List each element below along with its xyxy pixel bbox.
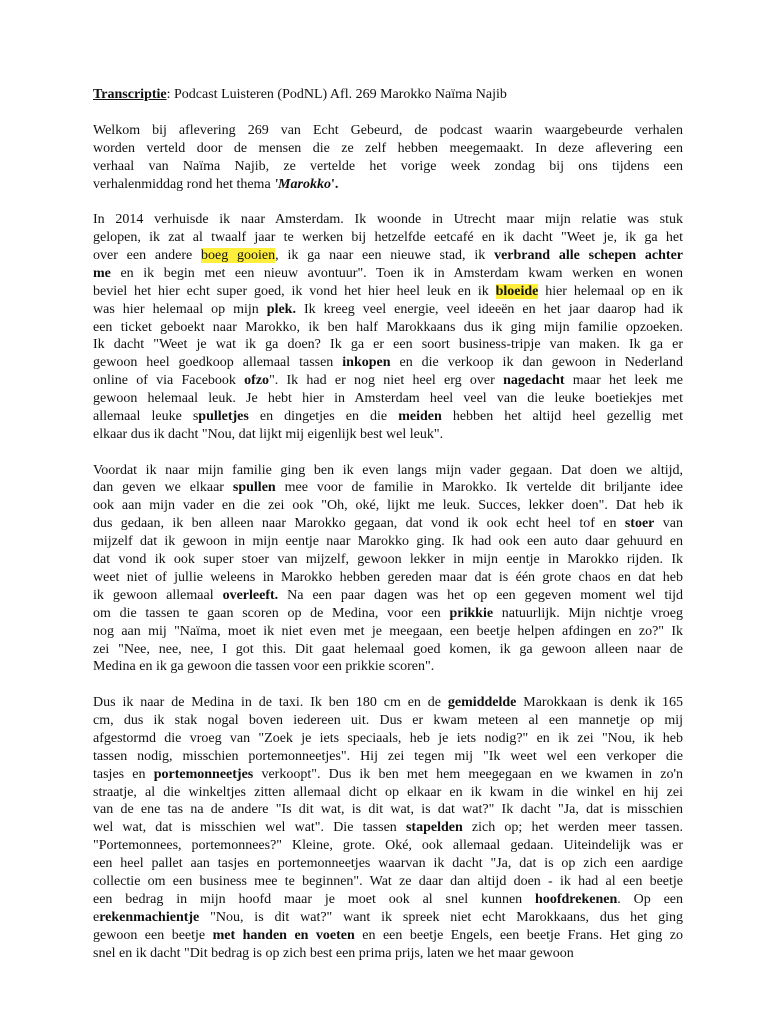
text-line <box>93 229 683 247</box>
text-segment: . Op een <box>617 891 683 907</box>
text-line <box>93 641 683 659</box>
text-segment: straatje, al die winkeltjes zitten allemaal dicht op elkaar en ik kwam in die winkel en hij zei <box>93 784 683 800</box>
text-line <box>93 623 683 641</box>
text-segment: en een beetje Engels, een beetje Frans. Het ging zo <box>354 927 683 943</box>
text-line <box>93 819 683 837</box>
text-line <box>93 784 683 802</box>
text-segment: Marokkaan is denk ik 165 <box>516 694 683 710</box>
bold-text: plek. <box>266 301 296 317</box>
highlighted-text: boeg gooien <box>201 247 276 263</box>
bold-text: '. <box>330 176 339 192</box>
text-segment: gelopen, ik zat al twaalf jaar te werken bij hetzelfde eetcafé en ik dacht "Weet je, ik ga het <box>93 230 683 246</box>
text-line <box>93 176 683 194</box>
text-line <box>93 694 683 712</box>
text-line <box>93 891 683 909</box>
text-segment: van de ene tas na de andere "Is dit wat, is dit wat, is dat wat?" Ik dacht "Ja, dat is misschien <box>93 802 683 818</box>
document-title <box>93 86 683 104</box>
text-segment: verhaal van Naïma Najib, ze vertelde het vorige week zondag bij ons tijdens een <box>93 158 683 174</box>
text-segment: Na een paar dagen was het op een gegeven moment wel tijd <box>278 587 683 603</box>
text-line <box>93 855 683 873</box>
text-segment: zich op; het werden meer tassen. <box>462 820 683 836</box>
text-segment: dus gedaan, ik ben alleen naar Marokko gegaan, dat vond ik ook echt heel tof en <box>93 516 625 532</box>
text-line <box>93 211 683 229</box>
text-line <box>93 140 683 158</box>
paragraph <box>93 122 683 194</box>
text-line <box>93 873 683 891</box>
text-segment: wel wat, dat is misschien wel wat". Die tassen <box>93 820 406 836</box>
bold-text: spullen <box>232 480 276 496</box>
text-segment: een ticket geboekt naar Marokko, ik ben half Marokkaans dus ik ging mijn familie opzoeken. <box>93 319 683 335</box>
text-line <box>93 515 683 533</box>
bold-text: stoer <box>624 516 655 532</box>
text-line <box>93 390 683 408</box>
text-segment: nog aan mij "Naïma, moet ik niet even met je meegaan, een beetje helpen afdingen en zo?" Ik <box>93 623 683 639</box>
text-segment: dat vond ik ook super stoer van mijzelf, gewoon lekker in mijn eentje in Marokko rijden. Ik <box>93 552 683 568</box>
text-segment: verkoopt". Dus ik ben met hem meegegaan en we kwamen in zo'n <box>253 766 683 782</box>
text-segment: elkaar dus ik dacht "Nou, dat lijkt mij eigenlijk best wel leuk". <box>93 427 444 442</box>
text-line <box>93 479 683 497</box>
document-body <box>93 122 683 963</box>
text-segment: over een andere <box>93 247 202 263</box>
bold-text: inkopen <box>342 355 391 371</box>
text-segment: e <box>93 909 100 925</box>
paragraph <box>93 211 683 444</box>
text-line <box>93 462 683 480</box>
paragraph <box>93 694 683 963</box>
title-rest: : Podcast Luisteren (PodNL) Afl. 269 Marokko Naïma Najib <box>166 87 507 102</box>
text-segment: van <box>654 516 683 532</box>
text-segment: "Portemonnees, portemonnees?" Kleine, grote. Oké, ook allemaal gedaan. Uiteindelijk was er <box>93 838 683 854</box>
bold-text: me <box>93 265 111 281</box>
text-segment: ik gewoon allemaal <box>93 587 223 603</box>
text-segment: Ik kreeg veel energie, veel ideeën en het jaar daarop had ik <box>295 301 683 317</box>
text-line <box>93 336 683 354</box>
bold-text: prikkie <box>449 605 494 621</box>
bold-text: portemonneetjes <box>153 766 254 782</box>
text-line <box>93 301 683 319</box>
text-line <box>93 319 683 337</box>
text-line <box>93 408 683 426</box>
text-line <box>93 766 683 784</box>
bold-text: nagedacht <box>503 373 565 389</box>
text-segment: om die tassen te gaan scoren op de Medina, voor een <box>93 605 450 621</box>
text-segment: en dingetjes en die <box>248 409 399 425</box>
text-segment: Ik dacht "Weet je wat ik ga doen? Ik ga er een soort business-tripje van maken. Ik ga er <box>93 337 683 353</box>
text-line <box>93 372 683 390</box>
text-line <box>93 837 683 855</box>
text-segment: tasjes en <box>93 766 154 782</box>
bold-text: overleeft. <box>222 587 279 603</box>
text-segment: beviel het hier echt super goed, ik vond het hier heel leuk en ik <box>93 283 496 299</box>
text-line <box>93 909 683 927</box>
text-segment: Dus ik naar de Medina in de taxi. Ik ben 180 cm en de <box>93 694 448 710</box>
text-line <box>93 426 683 444</box>
bold-text: meiden <box>398 409 442 425</box>
text-segment: mijzelf dat ik gewoon in mijn eentje naar Marokko ging. Ik had ook een auto daar gehuurd en <box>93 534 683 550</box>
text-line <box>93 927 683 945</box>
bold-text: 'Marokko <box>274 176 331 192</box>
text-segment: en die verkoop ik dan gewoon in Nederland <box>390 355 683 371</box>
text-segment: was hier helemaal op mijn <box>93 301 267 317</box>
text-segment: collectie om een business mee te beginnen". Wat ze daar dan altijd doen - ik had al een beetje <box>93 874 683 890</box>
text-segment: en ik begin met een nieuw avontuur". Toen ik in Amsterdam kwam werken en wonen <box>110 265 683 281</box>
text-segment: allemaal leuke s <box>93 409 199 425</box>
text-segment: een bedrag in mijn hoofd maar je moet ook al snel kunnen <box>93 891 536 907</box>
text-segment: dan geven we elkaar <box>93 480 233 496</box>
text-line <box>93 497 683 515</box>
text-segment: Welkom bij aflevering 269 van Echt Gebeurd, de podcast waarin waargebeurde verhalen <box>93 122 683 138</box>
text-line <box>93 748 683 766</box>
bold-text: rekenmachientje <box>99 909 200 925</box>
text-segment: online of via Facebook <box>93 373 245 389</box>
bold-text: verbrand alle schepen achter <box>494 247 684 263</box>
text-line <box>93 265 683 283</box>
text-segment: tassen nodig, misschien portemonneetjes". Hij zei tegen mij "Ik weet wel een verkoper die <box>93 748 683 764</box>
text-segment: natuurlijk. Mijn nichtje vroeg <box>493 605 683 621</box>
highlighted-text: bloeide <box>495 283 539 299</box>
text-segment: Medina en ik ga gewoon die tassen voor een prikkie scoren". <box>93 659 435 675</box>
text-segment: afgestormd die vroeg van "Zoek je iets speciaals, heb je iets nodig?" en ik zei "Nou, ik heb <box>93 730 683 746</box>
text-line <box>93 730 683 748</box>
bold-text: pulletjes <box>198 409 249 425</box>
text-line <box>93 354 683 372</box>
bold-text: met handen en voeten <box>212 927 355 943</box>
text-line <box>93 283 683 301</box>
text-line <box>93 533 683 551</box>
text-segment: weet niet of jullie weleens in Marokko hebben gereden maar dat is één grote chaos en dat heb <box>93 569 683 585</box>
text-segment: mee voor de familie in Marokko. Ik vertelde dit briljante idee <box>275 480 683 496</box>
text-segment: , ik ga naar een nieuwe stad, ik <box>275 247 495 263</box>
bold-text: gemiddelde <box>447 694 517 710</box>
text-segment: hier helemaal op en ik <box>538 283 683 299</box>
text-line <box>93 247 683 265</box>
document-page <box>93 86 683 980</box>
bold-text: ofzo <box>244 373 270 389</box>
text-line <box>93 158 683 176</box>
text-segment: gewoon heel goedkoop allemaal tassen <box>93 355 343 371</box>
text-segment: worden verteld door de mensen die ze zelf hebben meegemaakt. In deze aflevering een <box>93 140 683 156</box>
text-line <box>93 587 683 605</box>
text-line <box>93 801 683 819</box>
text-segment: ook aan mijn vader en die zei ook "Oh, oké, lijkt me leuk. Succes, lekker doen". Dat heb ik <box>93 498 683 514</box>
text-segment: In 2014 verhuisde ik naar Amsterdam. Ik woonde in Utrecht maar mijn relatie was stuk <box>93 212 683 228</box>
text-segment: snel en ik dacht "Dit bedrag is op zich best een prima prijs, laten we het maar gewoon <box>93 945 574 961</box>
text-segment: gewoon een beetje <box>93 927 213 943</box>
paragraph <box>93 462 683 677</box>
text-segment: een heel pallet aan tasjes en portemonneetjes waarvan ik dacht "Ja, dat is op zich een aardige <box>93 856 683 872</box>
text-line <box>93 551 683 569</box>
bold-text: stapelden <box>405 820 463 836</box>
title-lead: Transcriptie <box>93 87 167 102</box>
text-segment: ". Ik had er nog niet heel erg over <box>269 373 504 389</box>
text-line <box>93 569 683 587</box>
text-line <box>93 605 683 623</box>
text-line <box>93 658 683 676</box>
bold-text: hoofdrekenen <box>535 891 618 907</box>
text-segment: hebben het altijd heel gezellig met <box>441 409 684 425</box>
text-line <box>93 122 683 140</box>
text-segment: Voordat ik naar mijn familie ging ben ik even langs mijn vader gegaan. Dat doen we altijd, <box>93 462 683 478</box>
text-segment: "Nou, is dit wat?" want ik spreek niet echt Marokkaans, dus het ging <box>199 909 683 925</box>
text-segment: maar het leek me <box>564 373 684 389</box>
text-segment: verhalenmiddag rond het thema <box>93 176 275 192</box>
text-line <box>93 712 683 730</box>
text-line <box>93 945 683 963</box>
text-segment: gewoon helemaal leuk. Je hebt hier in Amsterdam heel veel van die leuke boetiekjes met <box>93 391 683 407</box>
text-segment: zei "Nee, nee, nee, I got this. Dit gaat helemaal goed komen, ik ga gewoon alleen naar de <box>93 641 683 657</box>
text-segment: cm, dus ik stak nogal boven iedereen uit. Dus er kwam meteen al een mannetje op mij <box>93 712 683 728</box>
